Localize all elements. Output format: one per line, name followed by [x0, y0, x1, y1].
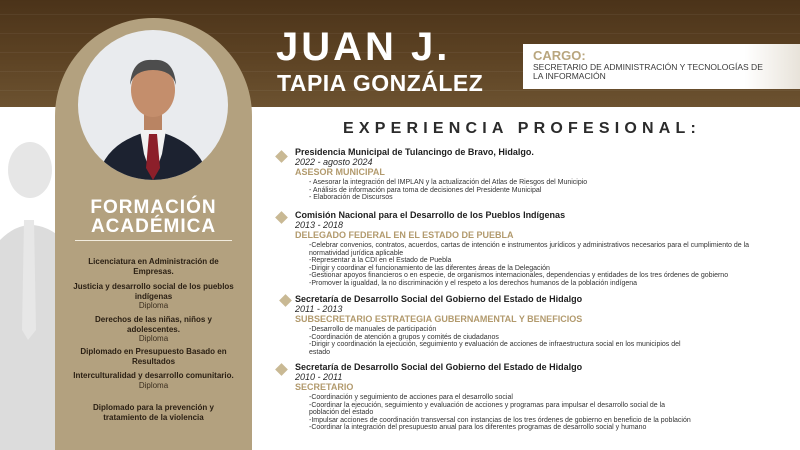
- job-organization: Presidencia Municipal de Tulancingo de Bravo, Hidalgo.: [295, 147, 534, 157]
- job-entry: [295, 362, 695, 432]
- job-duty: -Coordinación y seguimiento de acciones para el desarrollo social: [309, 394, 513, 401]
- job-duty: -Dirigir y coordinación la ejecución, seguimiento y evaluación de acciones de infraestructura social en los municipios del estado: [309, 341, 681, 356]
- job-entry: [295, 147, 775, 202]
- cargo-label: CARGO:: [533, 48, 586, 63]
- education-degree: Derechos de las niñas, niños y adolescentes.: [95, 315, 212, 334]
- job-entry: [295, 294, 695, 356]
- job-duty: -Dirigir y coordinar el funcionamiento de las diferentes áreas de la Delegación: [309, 264, 550, 272]
- profile-photo: [78, 30, 228, 180]
- job-duty: -Gestionar apoyos financieros o en especie, de organismos internacionales, dependencias y entidades de los tres órdenes de gobierno: [309, 272, 729, 279]
- diamond-bullet-icon: [275, 363, 288, 376]
- education-item: [72, 282, 235, 311]
- job-years: 2013 - 2018: [295, 220, 344, 230]
- job-duty: -Promover la igualdad, la no discriminación y el respeto a los derechos humanos de la población indígena: [309, 279, 638, 287]
- person-last-name: TAPIA GONZÁLEZ: [277, 70, 484, 96]
- education-item: [72, 347, 235, 366]
- job-duty: -Desarrollo de manuales de participación: [309, 326, 437, 333]
- job-role: SECRETARIO: [295, 382, 354, 392]
- divider: [75, 240, 232, 241]
- education-item: [72, 403, 235, 422]
- education-type: Diploma: [138, 334, 169, 343]
- job-role: ASESOR MUNICIPAL: [295, 167, 385, 177]
- job-duty: -Impulsar acciones de coordinación transversal con instancias de los tres órdenes de gobierno en beneficio de la población: [309, 416, 691, 424]
- job-years: 2010 - 2011: [295, 372, 343, 382]
- job-duties: [309, 242, 755, 287]
- education-item: [72, 315, 235, 344]
- job-duty: -Celebrar convenios, contratos, acuerdos, cartas de intención e instrumentos jurídicos y administrativos necesarios para el cumplimiento de la normatividad jurídica aplicable: [309, 242, 750, 257]
- job-duty: - Asesorar la integración del IMPLAN y la actualización del Atlas de Riesgos del Municipio: [309, 179, 588, 186]
- education-item: [72, 257, 235, 276]
- job-role: SUBSECRETARIO ESTRATEGIA GUBERNAMENTAL Y BENEFICIOS: [295, 314, 583, 324]
- job-entry: [295, 210, 755, 287]
- job-organization: Secretaría de Desarrollo Social del Gobierno del Estado de Hidalgo: [295, 294, 583, 304]
- diamond-bullet-icon: [275, 150, 288, 163]
- education-degree: Licenciatura en Administración de Empresas.: [88, 257, 219, 276]
- education-degree: Diplomado para la prevención y tratamiento de la violencia: [93, 403, 214, 422]
- job-duties: [309, 179, 775, 202]
- job-duty: -Representar a la CDI en el Estado de Puebla: [309, 257, 452, 264]
- education-type: Diploma: [138, 301, 169, 310]
- header-stripe: [0, 14, 800, 15]
- education-title-line2: ACADÉMICA: [90, 216, 217, 237]
- job-duty: - Análisis de información para toma de decisiones del Presidente Municipal: [309, 186, 542, 194]
- job-duty: - Elaboración de Discursos: [309, 194, 393, 201]
- diamond-bullet-icon: [275, 211, 288, 224]
- job-duty: -Coordinar la ejecución, seguimiento y evaluación de acciones y programas para impulsar el desarrollo social de la población del estado: [309, 401, 666, 416]
- job-organization: Comisión Nacional para el Desarrollo de los Pueblos Indígenas: [295, 210, 566, 220]
- job-role: DELEGADO FEDERAL EN EL ESTADO DE PUEBLA: [295, 230, 514, 240]
- job-organization: Secretaría de Desarrollo Social del Gobierno del Estado de Hidalgo: [295, 362, 583, 372]
- job-duties: [309, 394, 695, 432]
- cargo-value: SECRETARIO DE ADMINISTRACIÓN Y TECNOLOGÍAS DE LA INFORMACIÓN: [533, 62, 763, 81]
- education-type: Diploma: [138, 380, 169, 390]
- job-years: 2011 - 2013: [295, 304, 343, 314]
- experience-title: EXPERIENCIA PROFESIONAL:: [343, 120, 702, 137]
- education-degree: Interculturalidad y desarrollo comunitario.: [73, 371, 234, 380]
- education-item: [72, 371, 235, 390]
- education-degree: Diplomado en Presupuesto Basado en Resultados: [80, 347, 227, 366]
- job-duties: [309, 326, 695, 356]
- education-title-line1: FORMACIÓN: [90, 197, 217, 218]
- job-years: 2022 - agosto 2024: [295, 157, 373, 167]
- diamond-bullet-icon: [279, 294, 292, 307]
- education-degree: Justicia y desarrollo social de los pueblos indígenas: [73, 282, 234, 301]
- job-duty: -Coordinar la integración del presupuesto anual para los diferentes programas de desarrollo social y humano: [309, 424, 647, 431]
- job-duty: -Coordinación de atención a grupos y comités de ciudadanos: [309, 333, 499, 341]
- person-first-name: JUAN J.: [276, 25, 451, 69]
